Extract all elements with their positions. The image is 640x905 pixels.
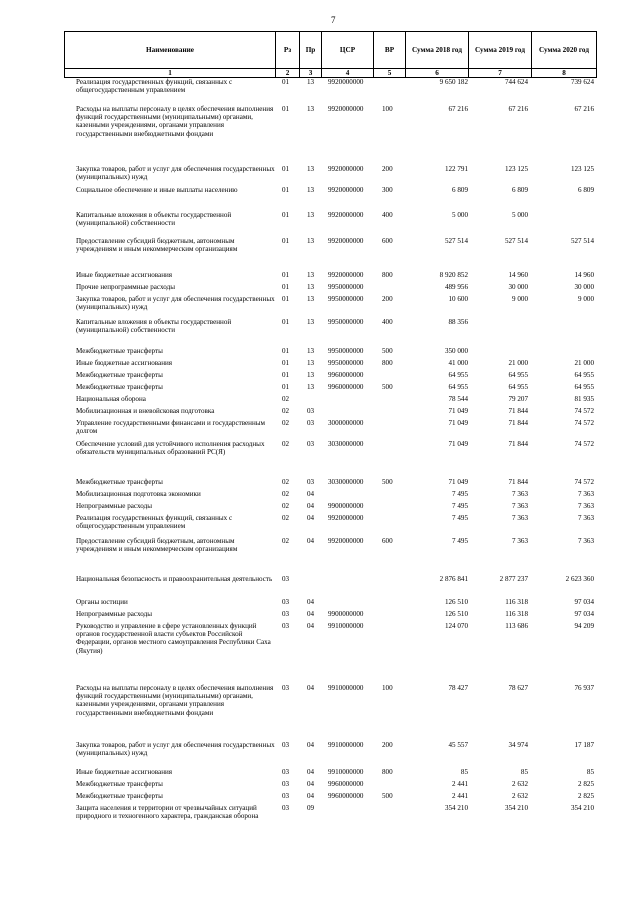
row-pr: 03 <box>307 478 315 486</box>
row-sum-2019: 64 955 <box>508 383 528 391</box>
row-sum-2020: 14 960 <box>574 271 594 279</box>
row-name: Расходы на выплаты персоналу в целях обеспечения выполнения функций государственными (муниципальными) органами, казенными учреждениями, органами управления государственными внебюджетными фондами <box>76 684 274 717</box>
row-sum-2019: 78 627 <box>508 684 528 692</box>
row-pr: 04 <box>307 768 315 776</box>
header-sum-2019: Сумма 2019 год <box>469 32 532 69</box>
row-sum-2020: 64 955 <box>574 383 594 391</box>
row-rz: 02 <box>282 395 290 403</box>
row-sum-2020: 527 514 <box>570 237 594 245</box>
row-name: Межбюджетные трансферты <box>76 347 163 355</box>
col-number: 4 <box>322 69 374 78</box>
row-sum-2018: 71 049 <box>448 478 468 486</box>
row-name: Национальная безопасность и правоохранительная деятельность <box>76 575 273 583</box>
row-name: Реализация государственных функций, связанных с общегосударственным управлением <box>76 514 233 531</box>
row-vr: 500 <box>382 792 393 800</box>
row-csr: 9910000000 <box>328 622 364 630</box>
row-pr: 04 <box>307 741 315 749</box>
row-rz: 02 <box>282 514 290 522</box>
col-number: 8 <box>532 69 597 78</box>
row-vr: 300 <box>382 186 393 194</box>
row-sum-2020: 6 809 <box>578 186 594 194</box>
col-number: 1 <box>65 69 276 78</box>
row-sum-2020: 81 935 <box>574 395 594 403</box>
row-name: Управление государственными финансами и государственным долгом <box>76 419 266 436</box>
row-pr: 03 <box>307 440 315 448</box>
row-rz: 03 <box>282 575 290 583</box>
row-pr: 13 <box>307 211 315 219</box>
row-pr: 04 <box>307 792 315 800</box>
row-csr: 3000000000 <box>328 419 364 427</box>
row-sum-2019: 7 363 <box>512 514 528 522</box>
row-rz: 02 <box>282 407 290 415</box>
row-sum-2019: 2 632 <box>512 792 528 800</box>
row-csr: 9950000000 <box>328 347 364 355</box>
row-sum-2019: 64 955 <box>508 371 528 379</box>
row-rz: 03 <box>282 741 290 749</box>
row-name: Закупка товаров, работ и услуг для обеспечения государственных (муниципальных) нужд <box>76 295 275 312</box>
row-sum-2019: 527 514 <box>504 237 528 245</box>
row-rz: 03 <box>282 598 290 606</box>
row-sum-2019: 14 960 <box>508 271 528 279</box>
row-csr: 9920000000 <box>328 514 364 522</box>
row-sum-2019: 67 216 <box>508 105 528 113</box>
row-sum-2018: 64 955 <box>448 371 468 379</box>
row-sum-2020: 739 624 <box>570 78 594 86</box>
row-sum-2018: 489 956 <box>444 283 468 291</box>
header-rz: Рз <box>276 32 300 69</box>
row-sum-2019: 71 844 <box>508 419 528 427</box>
row-sum-2018: 122 791 <box>444 165 468 173</box>
row-sum-2018: 78 427 <box>448 684 468 692</box>
row-csr: 9900000000 <box>328 502 364 510</box>
row-name: Закупка товаров, работ и услуг для обеспечения государственных (муниципальных) нужд <box>76 165 275 182</box>
row-sum-2019: 116 318 <box>505 610 528 618</box>
row-rz: 01 <box>282 347 290 355</box>
row-sum-2020: 2 825 <box>578 780 594 788</box>
row-name: Непрограммные расходы <box>76 502 152 510</box>
row-pr: 13 <box>307 237 315 245</box>
row-csr: 9950000000 <box>328 295 364 303</box>
row-sum-2019: 30 000 <box>508 283 528 291</box>
row-sum-2018: 85 <box>460 768 468 776</box>
row-csr: 9910000000 <box>328 741 364 749</box>
row-csr: 3030000000 <box>328 440 364 448</box>
header-vr: ВР <box>374 32 406 69</box>
row-sum-2020: 7 363 <box>578 514 594 522</box>
row-sum-2020: 74 572 <box>574 478 594 486</box>
row-vr: 400 <box>382 318 393 326</box>
row-pr: 13 <box>307 105 315 113</box>
row-vr: 100 <box>382 684 393 692</box>
row-rz: 03 <box>282 792 290 800</box>
row-sum-2020: 30 000 <box>574 283 594 291</box>
row-sum-2019: 2 632 <box>512 780 528 788</box>
row-pr: 13 <box>307 318 315 326</box>
row-sum-2018: 350 000 <box>444 347 468 355</box>
row-sum-2019: 71 844 <box>508 440 528 448</box>
row-sum-2020: 21 000 <box>574 359 594 367</box>
row-sum-2019: 113 686 <box>505 622 528 630</box>
row-rz: 02 <box>282 502 290 510</box>
row-vr: 800 <box>382 768 393 776</box>
row-sum-2020: 74 572 <box>574 440 594 448</box>
row-sum-2019: 34 974 <box>508 741 528 749</box>
row-sum-2018: 67 216 <box>448 105 468 113</box>
row-csr: 9960000000 <box>328 780 364 788</box>
row-pr: 03 <box>307 407 315 415</box>
row-sum-2018: 64 955 <box>448 383 468 391</box>
row-sum-2019: 744 624 <box>504 78 528 86</box>
row-sum-2019: 6 809 <box>512 186 528 194</box>
row-sum-2018: 7 495 <box>452 514 468 522</box>
row-name: Руководство и управление в сфере установленных функций органов государственной власти субъектов Российской Федерации, органов местного самоуправления Республики Саха (Якутия) <box>76 622 271 655</box>
row-csr: 9920000000 <box>328 237 364 245</box>
row-pr: 04 <box>307 622 315 630</box>
row-sum-2020: 354 210 <box>570 804 594 812</box>
row-name: Капитальные вложения в объекты государственной (муниципальной) собственности <box>76 211 232 228</box>
row-rz: 02 <box>282 419 290 427</box>
row-name: Межбюджетные трансферты <box>76 792 163 800</box>
row-pr: 13 <box>307 359 315 367</box>
row-rz: 01 <box>282 359 290 367</box>
row-sum-2019: 7 363 <box>512 537 528 545</box>
row-pr: 04 <box>307 490 315 498</box>
row-rz: 02 <box>282 478 290 486</box>
row-rz: 01 <box>282 211 290 219</box>
row-sum-2020: 7 363 <box>578 490 594 498</box>
row-pr: 13 <box>307 283 315 291</box>
row-name: Расходы на выплаты персоналу в целях обеспечения выполнения функций государственными (муниципальными) органами, казенными учреждениями, органами управления государственными внебюджетными фондами <box>76 105 274 138</box>
row-sum-2020: 9 000 <box>578 295 594 303</box>
row-sum-2019: 21 000 <box>508 359 528 367</box>
row-rz: 01 <box>282 271 290 279</box>
row-rz: 03 <box>282 622 290 630</box>
row-csr: 9910000000 <box>328 684 364 692</box>
row-pr: 04 <box>307 610 315 618</box>
row-rz: 03 <box>282 768 290 776</box>
row-name: Реализация государственных функций, связанных с общегосударственным управлением <box>76 78 233 95</box>
row-vr: 500 <box>382 347 393 355</box>
row-sum-2018: 71 049 <box>448 440 468 448</box>
row-pr: 13 <box>307 295 315 303</box>
row-sum-2019: 79 207 <box>508 395 528 403</box>
row-pr: 13 <box>307 271 315 279</box>
row-sum-2018: 9 650 182 <box>439 78 468 86</box>
row-name: Прочие непрограммные расходы <box>76 283 175 291</box>
row-sum-2020: 74 572 <box>574 407 594 415</box>
row-sum-2019: 71 844 <box>508 478 528 486</box>
row-rz: 01 <box>282 78 290 86</box>
row-sum-2018: 7 495 <box>452 490 468 498</box>
row-pr: 04 <box>307 537 315 545</box>
row-rz: 03 <box>282 804 290 812</box>
row-name: Национальная оборона <box>76 395 146 403</box>
row-rz: 03 <box>282 610 290 618</box>
row-csr: 9950000000 <box>328 359 364 367</box>
row-sum-2018: 71 049 <box>448 419 468 427</box>
row-pr: 04 <box>307 684 315 692</box>
row-csr: 9900000000 <box>328 610 364 618</box>
row-sum-2020: 2 623 360 <box>565 575 594 583</box>
row-name: Предоставление субсидий бюджетным, автономным учреждениям и иным некоммерческим организациям <box>76 537 238 554</box>
row-name: Обеспечение условий для устойчивого исполнения расходных обязательств муниципальных образований РС(Я) <box>76 440 265 457</box>
row-rz: 01 <box>282 283 290 291</box>
row-sum-2018: 8 920 852 <box>439 271 468 279</box>
row-sum-2019: 9 000 <box>512 295 528 303</box>
row-csr: 9960000000 <box>328 792 364 800</box>
row-sum-2018: 88 356 <box>448 318 468 326</box>
row-csr: 9920000000 <box>328 165 364 173</box>
row-sum-2018: 7 495 <box>452 502 468 510</box>
row-pr: 04 <box>307 598 315 606</box>
row-sum-2019: 116 318 <box>505 598 528 606</box>
row-pr: 13 <box>307 383 315 391</box>
col-number: 2 <box>276 69 300 78</box>
col-number: 3 <box>300 69 322 78</box>
col-number: 6 <box>406 69 469 78</box>
row-name: Иные бюджетные ассигнования <box>76 271 173 279</box>
row-csr: 9950000000 <box>328 318 364 326</box>
row-csr: 9920000000 <box>328 271 364 279</box>
row-sum-2020: 67 216 <box>574 105 594 113</box>
header-sum-2020: Сумма 2020 год <box>532 32 597 69</box>
row-vr: 200 <box>382 295 393 303</box>
row-csr: 9960000000 <box>328 383 364 391</box>
row-sum-2019: 71 844 <box>508 407 528 415</box>
row-rz: 01 <box>282 383 290 391</box>
row-sum-2018: 7 495 <box>452 537 468 545</box>
row-sum-2018: 10 600 <box>448 295 468 303</box>
row-rz: 02 <box>282 537 290 545</box>
row-sum-2020: 123 125 <box>570 165 594 173</box>
row-sum-2018: 41 000 <box>448 359 468 367</box>
row-sum-2018: 5 000 <box>452 211 468 219</box>
row-sum-2019: 354 210 <box>504 804 528 812</box>
row-vr: 100 <box>382 105 393 113</box>
row-sum-2018: 527 514 <box>444 237 468 245</box>
budget-table-header <box>64 31 597 78</box>
row-sum-2019: 85 <box>520 768 528 776</box>
row-csr: 9910000000 <box>328 768 364 776</box>
row-sum-2018: 6 809 <box>452 186 468 194</box>
row-csr: 9920000000 <box>328 211 364 219</box>
row-name: Межбюджетные трансферты <box>76 478 163 486</box>
row-rz: 03 <box>282 684 290 692</box>
row-name: Мобилизационная подготовка экономики <box>76 490 201 498</box>
row-csr: 9960000000 <box>328 371 364 379</box>
row-rz: 03 <box>282 780 290 788</box>
col-number: 7 <box>469 69 532 78</box>
row-pr: 13 <box>307 186 315 194</box>
row-sum-2018: 71 049 <box>448 407 468 415</box>
row-vr: 600 <box>382 237 393 245</box>
row-sum-2020: 64 955 <box>574 371 594 379</box>
row-rz: 01 <box>282 186 290 194</box>
row-sum-2018: 2 441 <box>452 792 468 800</box>
row-vr: 800 <box>382 359 393 367</box>
row-vr: 500 <box>382 478 393 486</box>
row-pr: 04 <box>307 502 315 510</box>
row-pr: 13 <box>307 371 315 379</box>
row-name: Мобилизационная и вневойсковая подготовка <box>76 407 215 415</box>
row-sum-2019: 7 363 <box>512 502 528 510</box>
row-csr: 9920000000 <box>328 78 364 86</box>
row-sum-2018: 126 510 <box>444 598 468 606</box>
row-rz: 01 <box>282 318 290 326</box>
row-name: Защита населения и территории от чрезвычайных ситуаций природного и техногенного характера, гражданская оборона <box>76 804 259 821</box>
row-sum-2020: 7 363 <box>578 502 594 510</box>
row-rz: 01 <box>282 105 290 113</box>
row-name: Предоставление субсидий бюджетным, автономным учреждениям и иным некоммерческим организациям <box>76 237 238 254</box>
row-pr: 09 <box>307 804 315 812</box>
row-name: Непрограммные расходы <box>76 610 152 618</box>
row-sum-2018: 45 557 <box>448 741 468 749</box>
row-csr: 9950000000 <box>328 283 364 291</box>
row-sum-2020: 94 209 <box>574 622 594 630</box>
row-csr: 3030000000 <box>328 478 364 486</box>
row-sum-2018: 2 441 <box>452 780 468 788</box>
row-name: Межбюджетные трансферты <box>76 780 163 788</box>
row-rz: 02 <box>282 440 290 448</box>
header-name: Наименование <box>65 32 276 69</box>
row-name: Социальное обеспечение и иные выплаты населению <box>76 186 238 194</box>
row-sum-2020: 76 937 <box>574 684 594 692</box>
row-pr: 13 <box>307 78 315 86</box>
row-pr: 04 <box>307 514 315 522</box>
row-sum-2020: 97 034 <box>574 598 594 606</box>
row-vr: 400 <box>382 211 393 219</box>
row-sum-2019: 5 000 <box>512 211 528 219</box>
row-sum-2018: 78 544 <box>448 395 468 403</box>
row-sum-2020: 85 <box>586 768 594 776</box>
row-csr: 9920000000 <box>328 186 364 194</box>
header-csr: ЦСР <box>322 32 374 69</box>
row-name: Межбюджетные трансферты <box>76 383 163 391</box>
row-sum-2020: 74 572 <box>574 419 594 427</box>
row-name: Органы юстиции <box>76 598 128 606</box>
row-sum-2019: 2 877 237 <box>499 575 528 583</box>
row-rz: 01 <box>282 295 290 303</box>
row-vr: 800 <box>382 271 393 279</box>
row-csr: 9920000000 <box>328 537 364 545</box>
header-sum-2018: Сумма 2018 год <box>406 32 469 69</box>
row-sum-2018: 2 876 841 <box>439 575 468 583</box>
row-pr: 04 <box>307 780 315 788</box>
header-pr: Пр <box>300 32 322 69</box>
row-sum-2019: 7 363 <box>512 490 528 498</box>
row-name: Иные бюджетные ассигнования <box>76 768 173 776</box>
row-csr: 9920000000 <box>328 105 364 113</box>
row-name: Межбюджетные трансферты <box>76 371 163 379</box>
row-rz: 01 <box>282 165 290 173</box>
col-number: 5 <box>374 69 406 78</box>
row-sum-2020: 2 825 <box>578 792 594 800</box>
row-vr: 200 <box>382 741 393 749</box>
row-vr: 600 <box>382 537 393 545</box>
row-name: Иные бюджетные ассигнования <box>76 359 173 367</box>
row-sum-2018: 124 070 <box>444 622 468 630</box>
row-name: Капитальные вложения в объекты государственной (муниципальной) собственности <box>76 318 232 335</box>
row-vr: 200 <box>382 165 393 173</box>
page-number: 7 <box>331 15 336 25</box>
row-sum-2020: 97 034 <box>574 610 594 618</box>
row-sum-2019: 123 125 <box>504 165 528 173</box>
row-sum-2020: 17 187 <box>574 741 594 749</box>
row-pr: 13 <box>307 347 315 355</box>
row-vr: 500 <box>382 383 393 391</box>
row-name: Закупка товаров, работ и услуг для обеспечения государственных (муниципальных) нужд <box>76 741 275 758</box>
row-sum-2020: 7 363 <box>578 537 594 545</box>
row-sum-2018: 126 510 <box>444 610 468 618</box>
row-rz: 02 <box>282 490 290 498</box>
row-pr: 03 <box>307 419 315 427</box>
row-pr: 13 <box>307 165 315 173</box>
row-rz: 01 <box>282 237 290 245</box>
row-sum-2018: 354 210 <box>444 804 468 812</box>
row-rz: 01 <box>282 371 290 379</box>
